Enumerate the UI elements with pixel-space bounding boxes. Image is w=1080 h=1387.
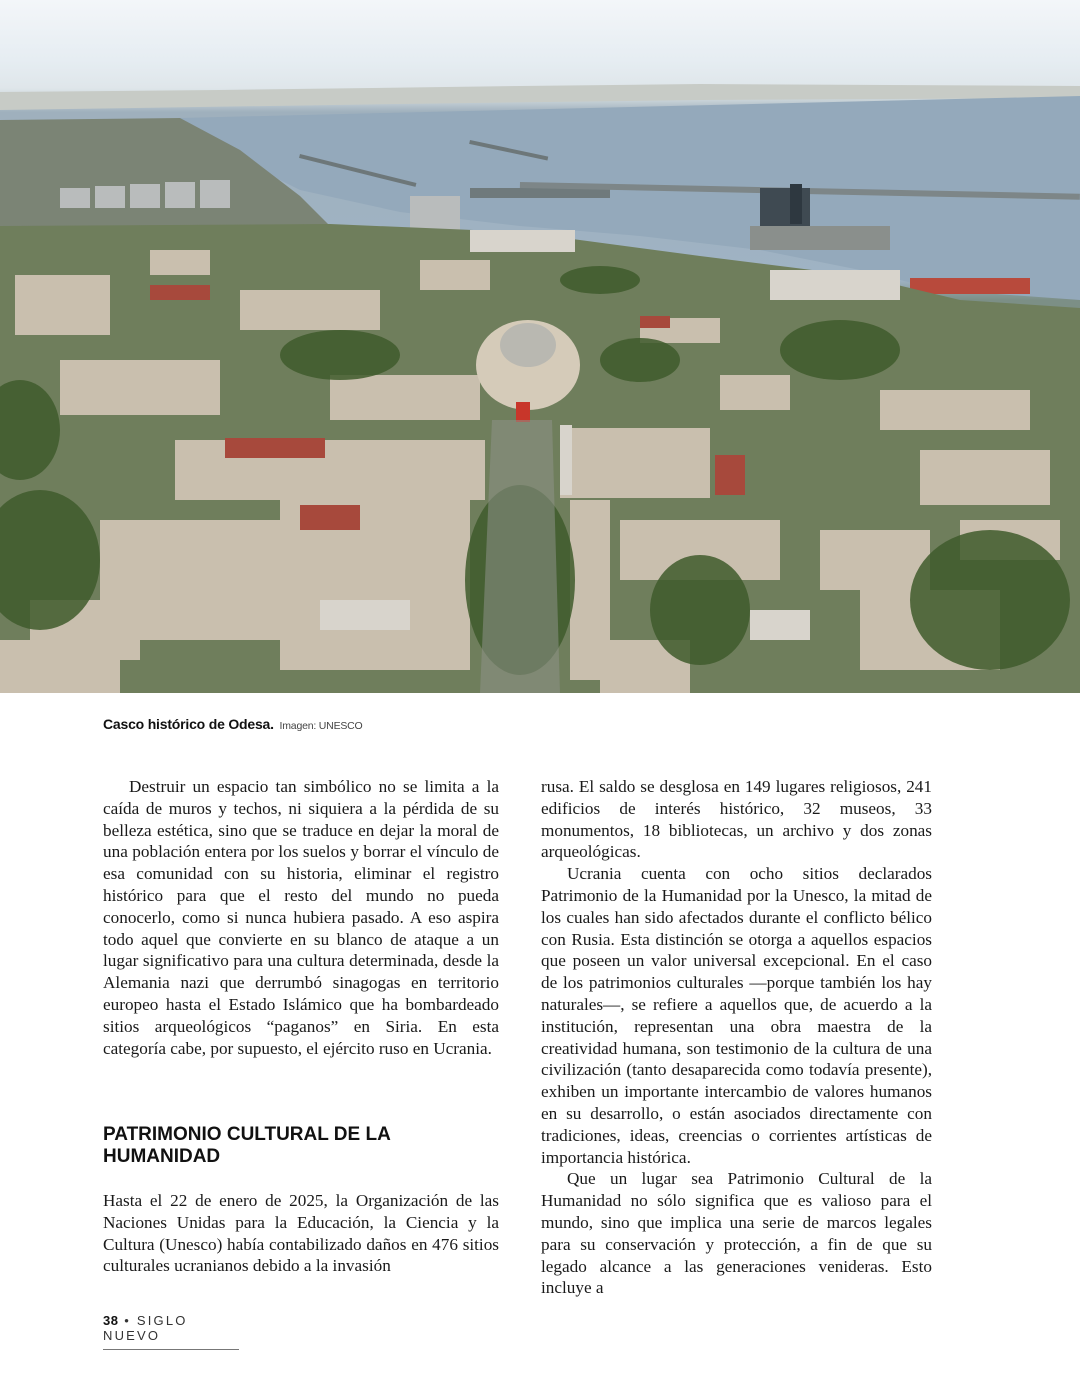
- article-paragraph: rusa. El saldo se desglosa en 149 lugares religiosos, 241 edificios de interés histórico, 32 museos, 33 monumentos, 18 bibliotecas, un archivo y dos zonas arqueológicas.: [541, 777, 932, 862]
- caption-credit: Imagen: UNESCO: [279, 720, 363, 732]
- section-heading: PATRIMONIO CULTURAL DE LA HUMANIDAD: [103, 1124, 391, 1167]
- folio-separator: •: [124, 1313, 132, 1328]
- caption-title: Casco histórico de Odesa.: [103, 716, 274, 732]
- photo-caption: [103, 716, 363, 732]
- page-number: 38: [103, 1313, 119, 1328]
- article-left-column-continued: [103, 1190, 499, 1277]
- article-paragraph: Ucrania cuenta con ocho sitios declarados Patrimonio de la Humanidad por la Unesco, la mitad de los cuales han sido afectados durante el conflicto bélico con Rusia. Esta distinción se otorga a aquellos espacios que poseen un valor universal excepcional. En el caso de los patrimonios culturales —porque también los hay naturales—, se refiere a aquellos que, de acuerdo a la institución, representan una obra maestra de la creatividad humana, son testimonio de la cultura de una civilización (tanto desaparecida como todavía presente), exhiben un importante intercambio de valores humanos en su desarrollo, o están asociados directamente con tradiciones, ideas, creencias o corrientes artísticas de importancia histórica.: [541, 864, 932, 1167]
- article-left-column: [103, 776, 499, 1059]
- article-paragraph: Que un lugar sea Patrimonio Cultural de la Humanidad no sólo significa que es valioso para el mundo, sino que implica una serie de marcos legales para su conservación y protección, a fin de que su legado alcance a las generaciones venideras. Esto incluye a: [541, 1169, 932, 1298]
- page-folio: [103, 1313, 239, 1350]
- article-paragraph: Hasta el 22 de enero de 2025, la Organización de las Naciones Unidas para la Educación, la Ciencia y la Cultura (Unesco) había contabilizado daños en 476 sitios culturales ucranianos debido a la invasión: [103, 1191, 499, 1276]
- aerial-photo-odesa: [0, 0, 1080, 693]
- article-paragraph: Destruir un espacio tan simbólico no se limita a la caída de muros y techos, ni siquiera a la pérdida de su belleza estética, sino que se traduce en dejar la moral de una población entera por los suelos y borrar el vínculo de esa comunidad con su historia, eliminar el registro histórico para que el resto del mundo no pueda conocerlo, como si nunca hubiera pasado. A eso aspira todo aquel que convierte en su blanco de ataque a un lugar significativo para una cultura determinada, desde la Alemania nazi que derrumbó sinagogas en territorio europeo hasta el Estado Islámico que ha bombardeado sitios arqueológicos “paganos” en Siria. En esta categoría cabe, por supuesto, el ejército ruso en Ucrania.: [103, 777, 499, 1058]
- magazine-name: SIGLO NUEVO: [103, 1313, 188, 1343]
- article-right-column: [541, 776, 932, 1299]
- aerial-photo-illustration: [0, 0, 1080, 693]
